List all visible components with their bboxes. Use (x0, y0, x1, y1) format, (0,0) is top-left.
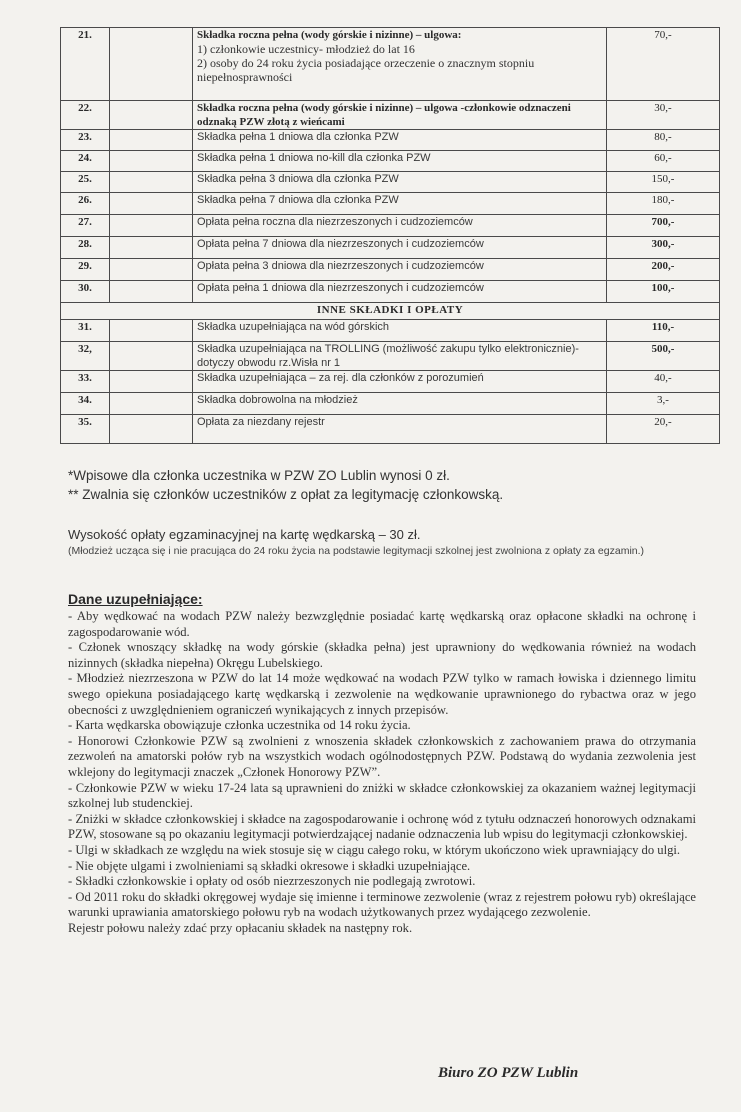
row-description: Składka uzupełniająca na TROLLING (możliwość zakupu tylko elektronicznie)-dotyczy obwodu rz.Wisła nr 1 (193, 342, 607, 371)
empty-cell (110, 172, 193, 193)
table-row (61, 193, 720, 215)
row-description: Składka pełna 1 dniowa dla członka PZW (193, 130, 607, 151)
info-paragraph: - Członkowie PZW w wieku 17-24 lata są uprawnieni do zniżki w składce członkowskiej za okazaniem ważnej legitymacji szkolnej lub studenckiej. (68, 780, 696, 811)
exam-fee-text: Wysokość opłaty egzaminacyjnej na kartę wędkarską – 30 zł. (68, 527, 421, 542)
info-paragraph: - Od 2011 roku do składki okręgowej wydaje się imienne i terminowe zezwolenie (wraz z rejestrem połowu ryb) określające warunki uprawiania amatorskiego połowu ryb na wodach użytkowanych przez wydającego zezwolenie. (68, 889, 696, 920)
row-description: Składka pełna 3 dniowa dla członka PZW (193, 172, 607, 193)
info-paragraph: - Zniżki w składce członkowskiej i składce na zagospodarowanie i ochronę wód z tytułu odznaczeń honorowych odznakami PZW, stosowane są po okazaniu legitymacji potwierdzającej nadanie odznaczenia lub wpisu do legitymacji członkowskiej. (68, 811, 696, 842)
row-number: 29. (61, 259, 110, 281)
row-number: 28. (61, 237, 110, 259)
row-price: 100,- (607, 281, 720, 303)
section-header: INNE SKŁADKI I OPŁATY (61, 303, 720, 320)
table-row (61, 215, 720, 237)
table-row (61, 320, 720, 342)
table-row (61, 259, 720, 281)
row-price: 30,- (607, 101, 720, 130)
info-paragraph: Rejestr połowu należy zdać przy opłacaniu składek na następny rok. (68, 920, 413, 935)
row-price: 300,- (607, 237, 720, 259)
empty-cell (110, 151, 193, 172)
row-number: 32, (61, 342, 110, 371)
empty-cell (110, 215, 193, 237)
row-number: 33. (61, 371, 110, 393)
table-row (61, 130, 720, 151)
row-price: 40,- (607, 371, 720, 393)
row-description-line: 2) osoby do 24 roku życia posiadające orzeczenie o znacznym stopniu niepełnosprawności (197, 56, 535, 84)
empty-cell (110, 237, 193, 259)
empty-cell (110, 259, 193, 281)
row-description: Składka pełna 1 dniowa no-kill dla członka PZW (193, 151, 607, 172)
section-row (61, 303, 720, 320)
row-description: Opłata pełna 3 dniowa dla niezrzeszonych i cudzoziemców (193, 259, 607, 281)
row-number: 27. (61, 215, 110, 237)
additional-info (68, 591, 696, 936)
row-price: 500,- (607, 342, 720, 371)
empty-cell (110, 130, 193, 151)
footnote: ** Zwalnia się członków uczestników z opłat za legitymację członkowską. (68, 487, 504, 502)
empty-cell (110, 28, 193, 101)
table-row (61, 342, 720, 371)
row-price: 20,- (607, 415, 720, 444)
empty-cell (110, 415, 193, 444)
row-price: 80,- (607, 130, 720, 151)
row-number: 35. (61, 415, 110, 444)
row-number: 30. (61, 281, 110, 303)
row-description: Opłata pełna roczna dla niezrzeszonych i cudzoziemców (193, 215, 607, 237)
row-price: 700,- (607, 215, 720, 237)
row-number: 23. (61, 130, 110, 151)
info-paragraph: - Honorowi Członkowie PZW są zwolnieni z wnoszenia składek członkowskich z zachowaniem prawa do otrzymania zezwoleń na amatorski połów ryb na wszystkich wodach ogólnodostępnych PZW. Podstawą do wydania zezwolenia jest wklejony do legitymacji znaczek „Członek Honorowy PZW”. (68, 733, 696, 779)
row-description: Składka uzupełniająca na wód górskich (193, 320, 607, 342)
row-description: Składka dobrowolna na młodzież (193, 393, 607, 415)
row-number: 25. (61, 172, 110, 193)
fees-table (60, 27, 720, 444)
empty-cell (110, 193, 193, 215)
empty-cell (110, 101, 193, 130)
empty-cell (110, 320, 193, 342)
row-description: Opłata za niezdany rejestr (193, 415, 607, 444)
row-number: 26. (61, 193, 110, 215)
info-paragraph: - Ulgi w składkach ze względu na wiek stosuje się w ciągu całego roku, w którym ukończono wiek uprawniający do ulgi. (68, 842, 681, 857)
row-price: 3,- (607, 393, 720, 415)
row-description-line: 1) członkowie uczestnicy- młodzież do lat 16 (197, 42, 415, 56)
info-paragraph: - Członek wnoszący składkę na wody górskie (składka pełna) jest uprawniony do wędkowania również na wodach nizinnych (składka niepełna) Okręgu Lubelskiego. (68, 640, 696, 670)
footnote: *Wpisowe dla członka uczestnika w PZW ZO Lublin wynosi 0 zł. (68, 468, 450, 483)
table-row (61, 28, 720, 101)
row-price: 200,- (607, 259, 720, 281)
row-price: 150,- (607, 172, 720, 193)
row-description: Opłata pełna 1 dniowa dla niezrzeszonych i cudzoziemców (193, 281, 607, 303)
table-row (61, 415, 720, 444)
row-number: 31. (61, 320, 110, 342)
table-row (61, 151, 720, 172)
row-description: Składka roczna pełna (wody górskie i nizinne) – ulgowa -członkowie odznaczeni odznaką PZW złotą z wieńcami (193, 101, 607, 130)
table-row (61, 172, 720, 193)
row-number: 34. (61, 393, 110, 415)
empty-cell (110, 371, 193, 393)
info-paragraph: - Nie objęte ulgami i zwolnieniami są składki okresowe i składki uzupełniające. (68, 858, 471, 873)
info-paragraph: - Karta wędkarska obowiązuje członka uczestnika od 14 roku życia. (68, 718, 411, 733)
row-price: 110,- (607, 320, 720, 342)
table-row (61, 393, 720, 415)
info-paragraph: - Aby wędkować na wodach PZW należy bezwzględnie posiadać kartę wędkarską oraz opłacone składki na ochronę i zagospodarowanie wód. (68, 609, 696, 639)
footnotes (68, 466, 708, 504)
row-description: Opłata pełna 7 dniowa dla niezrzeszonych i cudzoziemców (193, 237, 607, 259)
info-paragraph: - Składki członkowskie i opłaty od osób niezrzeszonych nie podlegają zwrotowi. (68, 874, 476, 889)
table-row (61, 101, 720, 130)
row-description (193, 28, 607, 101)
empty-cell (110, 393, 193, 415)
row-description: Składka pełna 7 dniowa dla członka PZW (193, 193, 607, 215)
table-row (61, 237, 720, 259)
signature: Biuro ZO PZW Lublin (438, 1065, 579, 1081)
additional-info-heading: Dane uzupełniające: (68, 591, 203, 607)
table-row (61, 371, 720, 393)
row-description: Składka uzupełniająca – za rej. dla członków z porozumień (193, 371, 607, 393)
row-description-title: Składka roczna pełna (wody górskie i nizinne) – ulgowa: (197, 29, 462, 41)
empty-cell (110, 342, 193, 371)
exam-fee-note: (Młodzież ucząca się i nie pracująca do 24 roku życia na podstawie legitymacji szkolnej jest zwolniona z opłaty za egzamin.) (68, 545, 645, 557)
row-price: 60,- (607, 151, 720, 172)
row-price: 70,- (607, 28, 720, 101)
row-number: 21. (61, 28, 110, 101)
row-number: 22. (61, 101, 110, 130)
exam-fee-section (68, 526, 708, 558)
row-number: 24. (61, 151, 110, 172)
empty-cell (110, 281, 193, 303)
info-paragraph: - Młodzież niezrzeszona w PZW do lat 14 może wędkować na wodach PZW tylko w ramach łowiska i dziennego limitu swego opiekuna posiadającego kartę wędkarską i zezwolenie na wędkowanie uprawnionego do rybactwa oraz w jego obecności z uwzględnieniem ograniczeń wynikających z innych przepisów. (68, 671, 696, 717)
table-row (61, 281, 720, 303)
row-price: 180,- (607, 193, 720, 215)
